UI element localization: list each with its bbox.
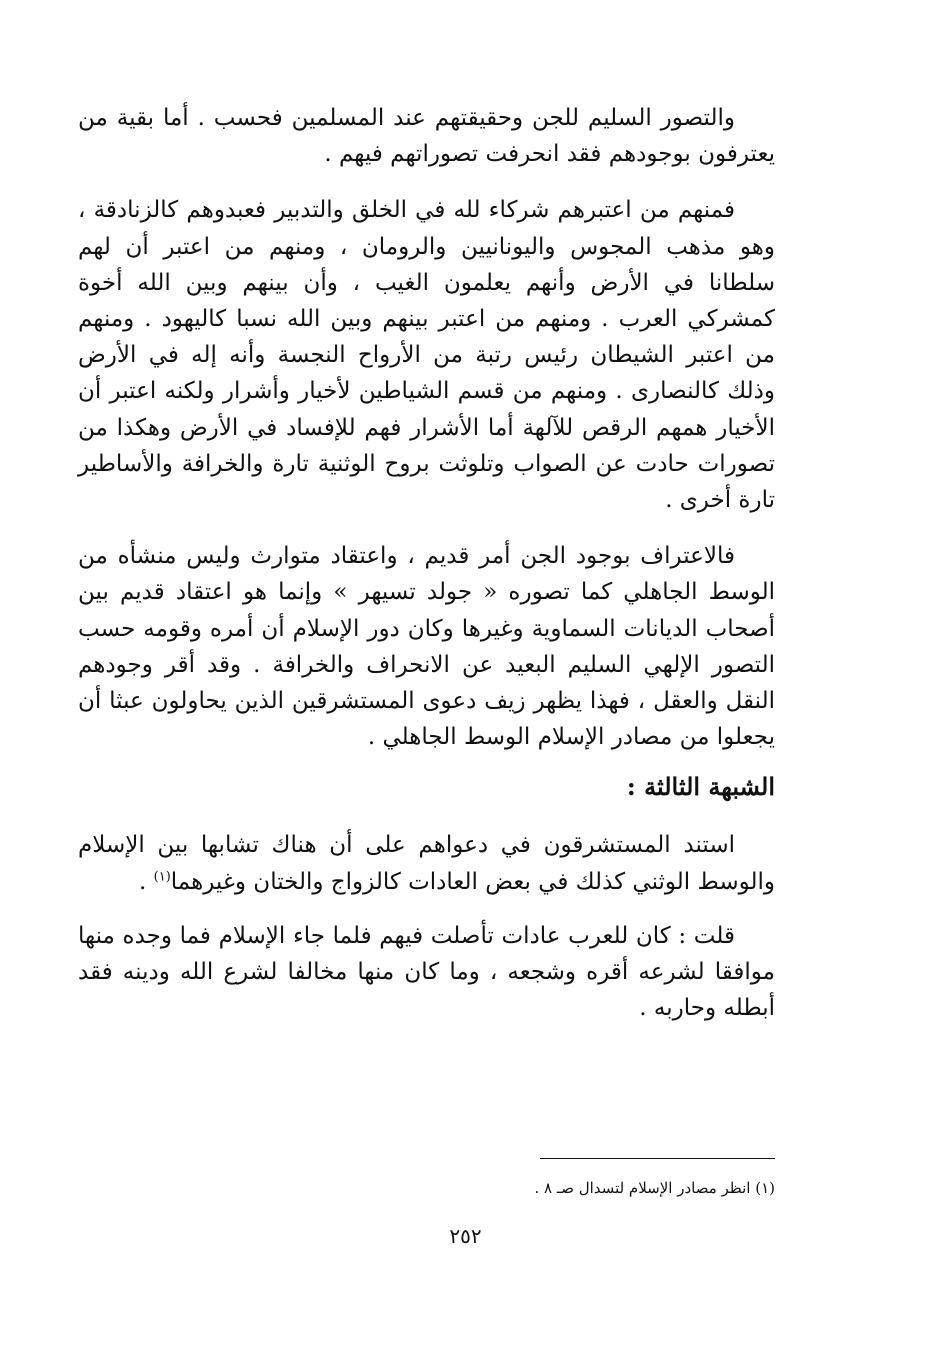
page-body [78,100,775,1026]
paragraph-4-text: استند المستشرقون في دعواهم على أن هناك تشابها بين الإسلام والوسط الوثني كذلك في بعض العادات كالزواج والختان وغيرهما [78,832,775,895]
section-heading: الشبهة الثالثة : [626,772,775,802]
footnote-divider [540,1158,775,1159]
paragraph-1: والتصور السليم للجن وحقيقتهم عند المسلمين فحسب . أما بقية من يعترفون بوجودهم فقد انحرفت تصوراتهم فيهم . [78,105,775,168]
footnote-reference: (١) [153,869,171,884]
paragraph-2: فمنهم من اعتبرهم شركاء لله في الخلق والتدبير فعبدوهم كالزنادقة ، وهو مذهب المجوس واليونانيين والرومان ، ومنهم من اعتبر أن لهم سلطانا في الأرض وأنهم يعلمون الغيب ، وأن بينهم وبين الله أخوة كمشركي العرب . ومنهم من اعتبر بينهم وبين الله نسبا كاليهود . ومنهم من اعتبر الشيطان رئيس رتبة من الأرواح النجسة وأنه إله في الأرض وذلك كالنصارى . ومنهم من قسم الشياطين لأخيار وأشرار ولكنه اعتبر أن الأخيار همهم الرقص للآلهة أما الأشرار فهم للإفساد في الأرض وهكذا من تصورات حادت عن الصواب وتلوثت بروح الوثنية تارة والخرافة والأساطير تارة أخرى . [78,197,775,514]
footnote: (١) انظر مصادر الإسلام لتسدال صـ ٨ . [534,1179,775,1197]
paragraph-4 [78,827,775,899]
paragraph-5: قلت : كان للعرب عادات تأصلت فيهم فلما جاء الإسلام فما وجده منها موافقا لشرعه أقره وشجعه ، وما كان منها مخالفا لشرع الله ودينه فقد أبطله وحاربه . [78,922,775,1022]
page-number: ٢٥٢ [449,1224,482,1248]
paragraph-4-tail: . [139,868,154,895]
paragraph-3: فالاعتراف بوجود الجن أمر قديم ، واعتقاد متوارث وليس منشأه من الوسط الجاهلي كما تصوره « جولد تسيهر » وإنما هو اعتقاد قديم بين أصحاب الديانات السماوية وغيرها وكان دور الإسلام أن أمره وقومه حسب التصور الإلهي السليم البعيد عن الانحراف والخرافة . وقد أقر وجودهم النقل والعقل ، فهذا يظهر زيف دعوى المستشرقين الذين يحاولون عبثا أن يجعلوا من مصادر الإسلام الوسط الجاهلي . [78,543,775,751]
